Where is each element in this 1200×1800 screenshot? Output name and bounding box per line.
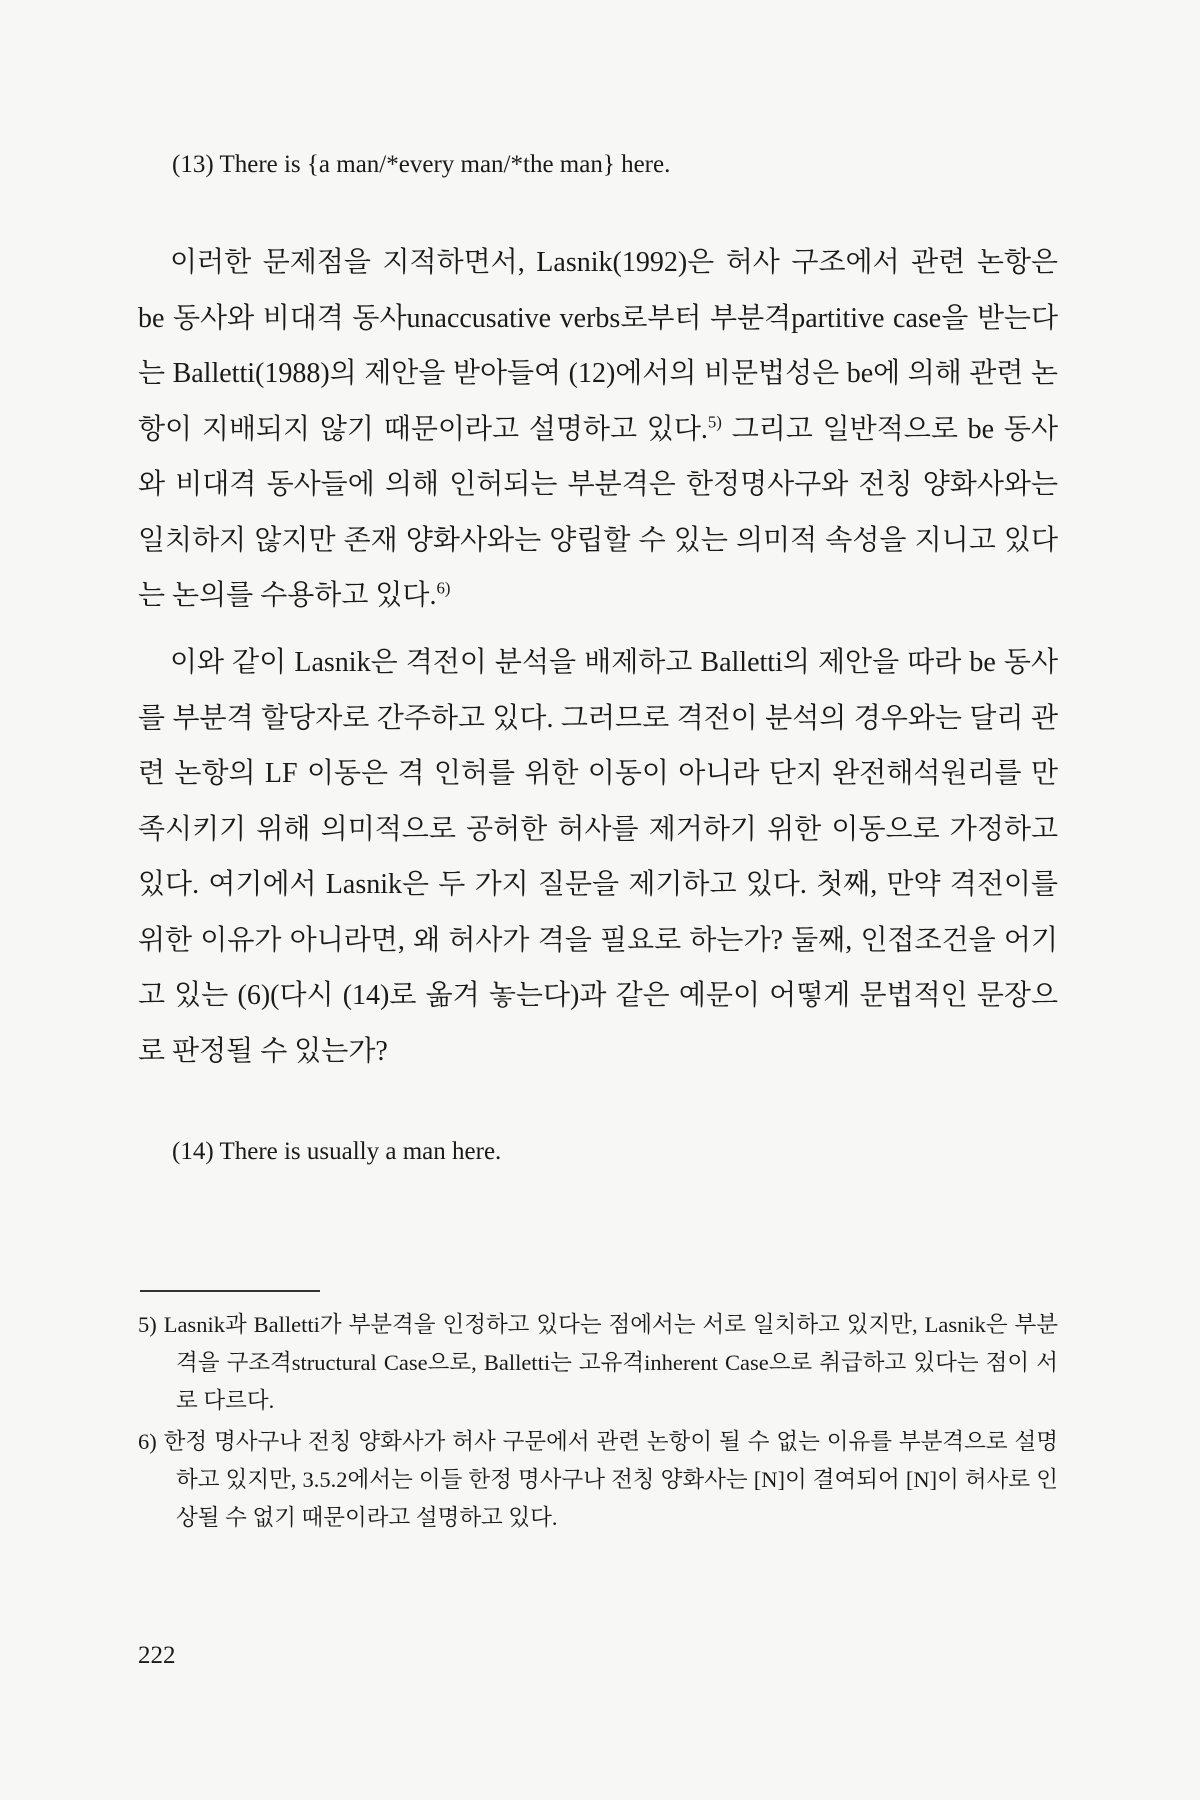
paragraph-1 xyxy=(138,235,1058,624)
footnote-6: 6) 한정 명사구나 전칭 양화사가 허사 구문에서 관련 논항이 될 수 없는 이유를 부분격으로 설명하고 있지만, 3.5.2에서는 이들 한정 명사구나 전칭 양화사는 [N]이 결여되어 [N]이 허사로 인상될 수 없기 때문이라고 설명하고 있다. xyxy=(138,1429,1058,1530)
paragraph-1-text-2: 그리고 일반적으로 be 동사와 비대격 동사들에 의해 인허되는 부분격은 한정명사구와 전칭 양화사와는 일치하지 않지만 존재 양화사와는 양립할 수 있는 의미적 속성을 지니고 있다는 논의를 수용하고 있다. xyxy=(138,413,1058,611)
example-14: (14) There is usually a man here. xyxy=(172,1138,502,1165)
example-13: (13) There is {a man/*every man/*the man} here. xyxy=(172,151,671,178)
footnote-ref-6: 6) xyxy=(436,578,451,598)
footnote-separator xyxy=(140,1290,320,1292)
footnote-ref-5: 5) xyxy=(707,412,722,432)
paragraph-1-text: 이러한 문제점을 지적하면서, Lasnik(1992)은 허사 구조에서 관련 논항은 be 동사와 비대격 동사unaccusative verbs로부터 부분격partitive case을 받는다는 Balletti(1988)의 제안을 받아들여 (12)에서의 비문법성은 be에 의해 관련 논항이 지배되지 않기 때문이라고 설명하고 있다. xyxy=(138,247,1058,445)
paragraph-2: 이와 같이 Lasnik은 격전이 분석을 배제하고 Balletti의 제안을 따라 be 동사를 부분격 할당자로 간주하고 있다. 그러므로 격전이 분석의 경우와는 달리 관련 논항의 LF 이동은 격 인허를 위한 이동이 아니라 단지 완전해석원리를 만족시키기 위해 의미적으로 공허한 허사를 제거하기 위한 이동으로 가정하고 있다. 여기에서 Lasnik은 두 가지 질문을 제기하고 있다. 첫째, 만약 격전이를 위한 이유가 아니라면, 왜 허사가 격을 필요로 하는가? 둘째, 인접조건을 어기고 있는 (6)(다시 (14)로 옮겨 놓는다)과 같은 예문이 어떻게 문법적인 문장으로 판정될 수 있는가? xyxy=(138,647,1058,1067)
footnote-5: 5) Lasnik과 Balletti가 부분격을 인정하고 있다는 점에서는 서로 일치하고 있지만, Lasnik은 부분격을 구조격structural Case으로, Balletti는 고유격inherent Case으로 취급하고 있다는 점이 서로 다르다. xyxy=(138,1312,1058,1413)
page-number: 222 xyxy=(138,1642,176,1669)
